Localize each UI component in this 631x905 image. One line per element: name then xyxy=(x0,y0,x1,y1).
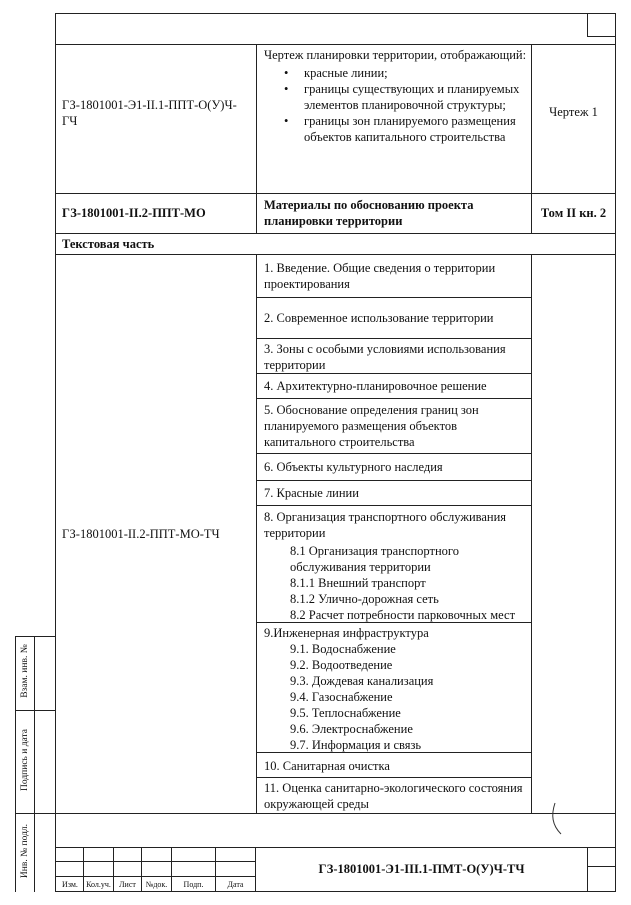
row1-bullet: • границы зон планируемого размещения объектов капитального строительства xyxy=(304,113,529,145)
corner-box-bottom xyxy=(587,36,616,37)
item-8-1: 8.1 Организация транспортного обслуживания территории xyxy=(290,544,459,574)
col-line-1 xyxy=(256,44,257,234)
row1-note: Чертеж 1 xyxy=(549,105,598,119)
stamp-hline xyxy=(587,866,616,867)
rule xyxy=(256,505,531,506)
rule xyxy=(256,398,531,399)
frame-right xyxy=(615,13,616,892)
item-9: 9.Инженерная инфраструктура xyxy=(264,626,429,640)
row1-code: ГЗ-1801001-Э1-II.1-ППТ-О(У)Ч-ГЧ xyxy=(62,98,237,128)
stamp-vline xyxy=(587,847,588,892)
row2-note: Том II кн. 2 xyxy=(540,206,607,220)
side-strip-mid xyxy=(34,636,35,892)
row2-title: Материалы по обоснованию проекта планировки территории xyxy=(264,198,474,228)
item-9-7: 9.7. Информация и связь xyxy=(290,738,422,752)
item-9-4: 9.4. Газоснабжение xyxy=(290,690,393,704)
item-6: 6. Объекты культурного наследия xyxy=(264,460,443,474)
side-label-vzam: Взам. инв. № xyxy=(20,644,30,698)
col-line-2b xyxy=(531,254,532,814)
item-2: 2. Современное использование территории xyxy=(264,311,494,325)
side-label-inv: Инв. № подл. xyxy=(20,823,30,879)
rule xyxy=(55,813,616,814)
row2-code: ГЗ-1801001-II.2-ППТ-МО xyxy=(62,206,206,220)
row1-bullet: • красные линии; xyxy=(304,65,529,81)
frame-bottom xyxy=(55,891,616,892)
frame-top xyxy=(55,13,616,14)
item-8-2: 8.2 Расчет потребности парковочных мест xyxy=(290,608,516,622)
stamp-podp: Подп. xyxy=(183,880,204,889)
stamp-list: Лист xyxy=(119,880,136,889)
item-8-1-1: 8.1.1 Внешний транспорт xyxy=(290,576,426,590)
rule xyxy=(256,453,531,454)
main-code: ГЗ-1801001-II.2-ППТ-МО-ТЧ xyxy=(62,527,220,541)
item-4: 4. Архитектурно-планировочное решение xyxy=(264,379,487,393)
side-strip-left xyxy=(15,636,16,892)
rule xyxy=(256,297,531,298)
item-9-6: 9.6. Электроснабжение xyxy=(290,722,413,736)
rule xyxy=(256,338,531,339)
corner-box-left xyxy=(587,13,588,37)
stamp-data: Дата xyxy=(227,880,244,889)
item-3: 3. Зоны с особыми условиями использования территории xyxy=(264,342,506,372)
item-5: 5. Обоснование определения границ зон планируемого размещения объектов капитального строительства xyxy=(264,403,479,449)
pen-stroke-mark xyxy=(548,800,568,840)
item-11: 11. Оценка санитарно-экологического состояния окружающей среды xyxy=(264,781,523,811)
side-label-podpis: Подпись и дата xyxy=(20,729,30,792)
item-1: 1. Введение. Общие сведения о территории проектирования xyxy=(264,261,496,291)
rule xyxy=(256,480,531,481)
item-8: 8. Организация транспортного обслуживания территории xyxy=(264,510,507,540)
stamp-code: ГЗ-1801001-Э1-III.1-ПМТ-О(У)Ч-ТЧ xyxy=(318,862,525,876)
frame-left xyxy=(55,13,56,892)
item-10: 10. Санитарная очистка xyxy=(264,759,390,773)
stamp-ndok: №док. xyxy=(145,880,168,889)
item-8-1-2: 8.1.2 Улично-дорожная сеть xyxy=(290,592,439,606)
rule xyxy=(55,861,255,862)
rule xyxy=(256,777,531,778)
rule xyxy=(55,876,255,877)
item-9-5: 9.5. Теплоснабжение xyxy=(290,706,401,720)
item-9-3: 9.3. Дождевая канализация xyxy=(290,674,434,688)
rule xyxy=(256,373,531,374)
stamp-izm: Изм. xyxy=(62,880,78,889)
row1-description xyxy=(264,47,529,145)
item-9-2: 9.2. Водоотведение xyxy=(290,658,393,672)
row1-bullet: • границы существующих и планируемых элементов планировочной структуры; xyxy=(304,81,529,113)
section-title: Текстовая часть xyxy=(62,237,155,251)
item-9-1: 9.1. Водоснабжение xyxy=(290,642,396,656)
item-7: 7. Красные линии xyxy=(264,486,359,500)
row1-desc-intro: Чертеж планировки территории, отображающий: xyxy=(264,48,527,62)
stamp-koluch: Кол.уч. xyxy=(86,880,111,889)
rule xyxy=(55,847,616,848)
